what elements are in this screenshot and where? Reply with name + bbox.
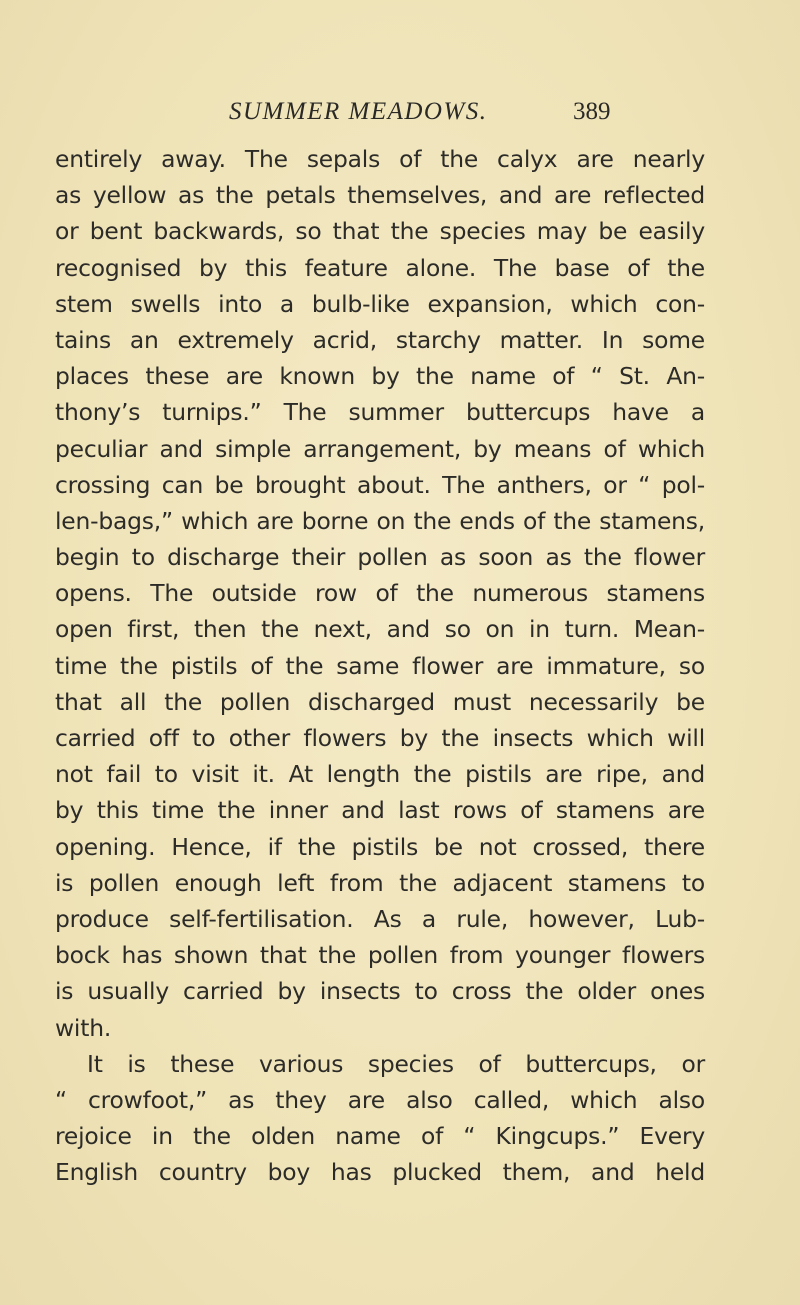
text-line: with. <box>55 1013 112 1042</box>
text-line: It is these various species of buttercups, or <box>87 1049 705 1078</box>
text-line: bock has shown that the pollen from younger flowers <box>55 941 705 970</box>
running-title: SUMMER MEADOWS. <box>229 98 488 125</box>
text-line: “ crowfoot,” as they are also called, which also <box>55 1085 705 1114</box>
text-line: as yellow as the petals themselves, and are reflected <box>55 181 705 210</box>
text-line: rejoice in the olden name of “ Kingcups.” Every <box>55 1122 705 1151</box>
text-line: recognised by this feature alone. The base of the <box>55 253 705 282</box>
text-line: is pollen enough left from the adjacent stamens to <box>55 868 705 897</box>
text-line: that all the pollen discharged must necessarily be <box>55 687 705 716</box>
text-line: thony’s turnips.” The summer buttercups have a <box>55 398 705 427</box>
text-line: open first, then the next, and so on in turn. Mean- <box>55 615 705 644</box>
text-line: opening. Hence, if the pistils be not crossed, there <box>55 832 705 861</box>
page-header <box>0 98 800 138</box>
text-line: crossing can be brought about. The anthers, or “ pol- <box>55 470 705 499</box>
text-line: English country boy has plucked them, and held <box>55 1158 705 1187</box>
text-line: is usually carried by insects to cross the older ones <box>55 977 705 1006</box>
body-text <box>55 141 705 1190</box>
text-line: time the pistils of the same flower are immature, so <box>55 651 705 680</box>
text-line: not fail to visit it. At length the pistils are ripe, and <box>55 760 705 789</box>
text-line: tains an extremely acrid, starchy matter. In some <box>55 325 705 354</box>
text-line: begin to discharge their pollen as soon as the flower <box>55 543 705 572</box>
text-line: len-bags,” which are borne on the ends of the stamens, <box>55 506 705 535</box>
text-line: produce self-fertilisation. As a rule, however, Lub- <box>55 904 705 933</box>
text-line: peculiar and simple arrangement, by means of which <box>55 434 705 463</box>
page-number: 389 <box>573 98 611 125</box>
text-line: opens. The outside row of the numerous stamens <box>55 579 705 608</box>
text-line: by this time the inner and last rows of stamens are <box>55 796 705 825</box>
text-line: entirely away. The sepals of the calyx are nearly <box>55 145 705 173</box>
text-line: stem swells into a bulb-like expansion, which con- <box>55 289 705 318</box>
text-line: or bent backwards, so that the species may be easily <box>55 217 705 246</box>
text-line: carried off to other flowers by the insects which will <box>55 724 705 752</box>
text-line: places these are known by the name of “ St. An- <box>55 362 705 391</box>
